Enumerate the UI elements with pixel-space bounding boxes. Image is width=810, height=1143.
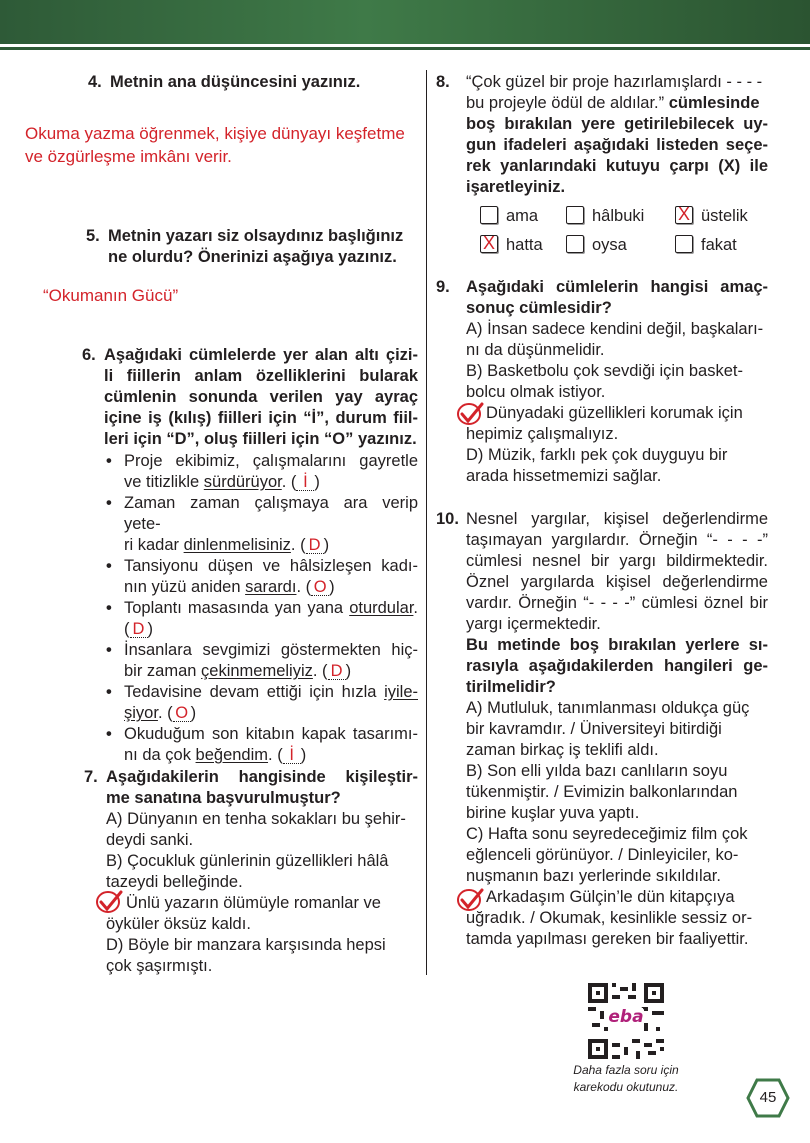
body-line: yargı içermektedir. bbox=[466, 615, 601, 633]
question-text: Aşağıdakilerin hangisinde kişileştir- bbox=[106, 768, 418, 786]
column-divider bbox=[426, 70, 427, 975]
answer-blank[interactable]: O bbox=[173, 705, 191, 722]
page-number-text: 45 bbox=[759, 1089, 777, 1106]
question-7 bbox=[84, 767, 418, 977]
choice-halbuki[interactable]: hâlbuki bbox=[566, 206, 644, 226]
answer-blank[interactable]: İ bbox=[296, 474, 314, 491]
answer-blank[interactable]: D bbox=[328, 663, 346, 680]
sentence-line: ri kadar dinlenmelisiniz. ( D ) bbox=[124, 536, 330, 554]
qr-code[interactable] bbox=[588, 983, 664, 1059]
question-text: bu projeyle ödül de aldılar.” cümlesinde bbox=[466, 94, 760, 112]
checkbox[interactable]: X bbox=[480, 235, 498, 253]
question-text: Metnin yazarı siz olsaydınız başlığınız bbox=[108, 227, 404, 245]
sentence-line: Okuduğum son kitabın kapak tasarımı- bbox=[124, 725, 418, 743]
checkbox[interactable] bbox=[675, 235, 693, 253]
checkmark-icon bbox=[456, 402, 488, 426]
option-c[interactable]: C) Hafta sonu seyredeceğimiz film çok eğlenceli görünüyor. / Dinleyiciler, ko- nuşmanın bazı yerlerinde sıkıldılar. bbox=[466, 825, 748, 885]
question-text: boş bırakılan yere getirilebilecek uy- bbox=[466, 115, 768, 133]
body-line: cümlesi nesnel bir yargı bildirmektedir. bbox=[466, 552, 768, 570]
question-9 bbox=[436, 277, 768, 487]
list-item: • Proje ekibimiz, çalışmalarını gayretle ve titizlikle sürdürüyor. ( İ ) bbox=[106, 452, 418, 491]
header-rule bbox=[0, 47, 810, 50]
instruction-line: içine iş (kılış) fiilleri için “İ”, durum fiil- bbox=[104, 409, 418, 427]
choice-fakat[interactable]: fakat bbox=[675, 235, 737, 255]
question-number: 10. bbox=[436, 510, 459, 528]
question-number: 7. bbox=[84, 768, 98, 786]
option-a[interactable]: A) Dünyanın en tenha sokakları bu şehir- deydi sanki. bbox=[106, 810, 406, 849]
page-number bbox=[746, 1078, 790, 1118]
list-item: • Tansiyonu düşen ve hâlsizleşen kadı- nın yüzü aniden sarardı. ( O ) bbox=[106, 557, 418, 596]
choice-boxes bbox=[478, 204, 778, 260]
sentence-line: nı da çok beğendim. ( İ ) bbox=[124, 746, 307, 764]
option-d[interactable]: D) Böyle bir manzara karşısında hepsi çok şaşırmıştı. bbox=[106, 936, 386, 975]
sentence-line: ( D ) bbox=[124, 620, 153, 638]
question-4 bbox=[88, 72, 420, 93]
checkmark-icon bbox=[456, 888, 488, 912]
sentence-line: Zaman zaman çalışmaya ara verip yete- bbox=[124, 494, 418, 533]
instruction-line: Aşağıdaki cümlelerde yer alan altı çizi- bbox=[104, 346, 418, 364]
answer-blank[interactable]: D bbox=[306, 537, 324, 554]
question-text: ne olurdu? Önerinizi aşağıya yazınız. bbox=[108, 248, 397, 266]
list-item: • Toplantı masasında yan yana oturdular. ( D ) bbox=[106, 599, 418, 638]
question-text: “Çok güzel bir proje hazırlamışlardı - - - - bbox=[466, 73, 763, 91]
option-c[interactable]: Ünlü yazarın ölümüyle romanlar ve öyküler öksüz kaldı. bbox=[106, 894, 381, 933]
underlined-verb: dinlenmelisiniz bbox=[183, 536, 291, 554]
body-line: Öznel yargılarda kişisel değerlendirme bbox=[466, 573, 768, 591]
question-text: me sanatına başvurulmuştur? bbox=[106, 789, 341, 807]
answer-5: “Okumanın Gücü” bbox=[43, 286, 179, 305]
choice-ama[interactable]: ama bbox=[480, 206, 538, 226]
question-text: işaretleyiniz. bbox=[466, 178, 566, 196]
answer-line: ve özgürleşme imkânı verir. bbox=[25, 147, 232, 166]
answer-4 bbox=[25, 122, 425, 168]
sentence-line: Toplantı masasında yan yana oturdular. bbox=[124, 599, 418, 617]
option-b[interactable]: B) Çocukluk günlerinin güzellikleri hâlâ tazeydi belleğinde. bbox=[106, 852, 389, 891]
question-6 bbox=[82, 345, 418, 766]
underlined-verb: oturdular bbox=[349, 599, 414, 617]
question-number: 4. bbox=[88, 73, 102, 91]
underlined-verb: iyile- bbox=[384, 683, 418, 701]
choice-oysa[interactable]: oysa bbox=[566, 235, 627, 255]
sentence-line: şiyor. ( O ) bbox=[124, 704, 197, 722]
sentence-line: Tedavisine devam ettiği için hızla iyile- bbox=[124, 683, 418, 701]
instruction-line: leri için “D”, oluş fiilleri için “O” yazınız. bbox=[104, 430, 417, 448]
checkbox[interactable] bbox=[480, 206, 498, 224]
question-instruction bbox=[104, 345, 418, 450]
list-item: • İnsanlara sevgimizi göstermekten hiç- bir zaman çekinmemeliyiz. ( D ) bbox=[106, 641, 418, 680]
option-b[interactable]: B) Basketbolu çok sevdiği için basket- bolcu olmak istiyor. bbox=[466, 362, 743, 401]
question-10 bbox=[436, 509, 768, 950]
caption-line: Daha fazla soru için bbox=[573, 1063, 679, 1077]
body-line: taşımayan yargılardır. Örneğin “- - - -” bbox=[466, 531, 768, 549]
question-text: Aşağıdaki cümlelerin hangisi amaç- bbox=[466, 278, 768, 296]
question-number: 6. bbox=[82, 346, 96, 364]
body-line: Nesnel yargılar, kişisel değerlendirme bbox=[466, 510, 768, 528]
sentence-line: nın yüzü aniden sarardı. ( O ) bbox=[124, 578, 335, 596]
question-text: sonuç cümlesidir? bbox=[466, 299, 612, 317]
list-item: • Zaman zaman çalışmaya ara verip yete- ri kadar dinlenmelisiniz. ( D ) bbox=[106, 494, 418, 554]
question-5 bbox=[86, 226, 420, 268]
choice-ustelik[interactable]: X üstelik bbox=[675, 206, 748, 226]
question-text: rasıyla aşağıdakilerden hangileri ge- bbox=[466, 657, 768, 675]
underlined-verb: sürdürüyor bbox=[203, 473, 282, 491]
sentence-line: İnsanlara sevgimizi göstermekten hiç- bbox=[124, 641, 418, 659]
question-number: 8. bbox=[436, 73, 450, 91]
sentence-line: Proje ekibimiz, çalışmalarını gayretle bbox=[124, 452, 418, 470]
checkmark-icon bbox=[95, 890, 127, 914]
body-line: vardır. Örneğin “- - - -” cümlesi öznel bir bbox=[466, 594, 768, 612]
answer-blank[interactable]: D bbox=[130, 621, 148, 638]
question-number: 9. bbox=[436, 278, 450, 296]
option-d[interactable]: D) Müzik, farklı pek çok duyguyu bir arada hissetmemizi sağlar. bbox=[466, 446, 728, 485]
instruction-line: cümlenin sonunda verilen yay ayraç bbox=[104, 388, 418, 406]
option-c[interactable]: Dünyadaki güzellikleri korumak için hepimiz çalışmalıyız. bbox=[466, 404, 743, 443]
sentence-line: Tansiyonu düşen ve hâlsizleşen kadı- bbox=[124, 557, 418, 575]
checkbox[interactable] bbox=[566, 235, 584, 253]
list-item: • Okuduğum son kitabın kapak tasarımı- nı da çok beğendim. ( İ ) bbox=[106, 725, 418, 764]
instruction-line: li fiillerin anlam özelliklerini bularak bbox=[104, 367, 418, 385]
qr-caption bbox=[540, 1062, 712, 1096]
answer-blank[interactable]: İ bbox=[283, 747, 301, 764]
list-item: • Tedavisine devam ettiği için hızla iyile- şiyor. ( O ) bbox=[106, 683, 418, 722]
eba-logo: eba bbox=[608, 1007, 644, 1027]
option-d[interactable]: Arkadaşım Gülçin’le dün kitapçıya uğradık. / Okumak, kesinlikle sessiz or- tamda yapılması gereken bir faaliyettir. bbox=[466, 888, 753, 948]
choice-hatta[interactable]: X hatta bbox=[480, 235, 543, 255]
option-a[interactable]: A) İnsan sadece kendini değil, başkaları- nı da düşünmelidir. bbox=[466, 320, 764, 359]
answer-line: Okuma yazma öğrenmek, kişiye dünyayı keşfetme bbox=[25, 124, 405, 143]
underlined-verb: şiyor bbox=[124, 704, 158, 722]
underlined-verb: sarardı bbox=[245, 578, 297, 596]
caption-line: karekodu okutunuz. bbox=[573, 1080, 679, 1094]
question-text: tirilmelidir? bbox=[466, 678, 556, 696]
checkbox[interactable]: X bbox=[675, 206, 693, 224]
option-b[interactable]: B) Son elli yılda bazı canlıların soyu tükenmiştir. / Evimizin balkonlarından birine kuşlar yuva yaptı. bbox=[466, 762, 738, 822]
question-text: Bu metinde boş bırakılan yerlere sı- bbox=[466, 636, 768, 654]
underlined-verb: çekinmemeliyiz bbox=[201, 662, 313, 680]
question-8 bbox=[436, 72, 768, 198]
sentence-line: bir zaman çekinmemeliyiz. ( D ) bbox=[124, 662, 352, 680]
question-text: gun ifadeleri aşağıdaki listeden seçe- bbox=[466, 136, 768, 154]
question-text: rek yanlarındaki kutuyu çarpı (X) ile bbox=[466, 157, 768, 175]
question-number: 5. bbox=[86, 227, 100, 245]
header-band bbox=[0, 0, 810, 44]
sentence-list bbox=[104, 451, 418, 766]
option-a[interactable]: A) Mutluluk, tanımlanması oldukça güç bir kavramdır. / Üniversiteyi bitirdiği zaman birkaç iş teklifi aldı. bbox=[466, 699, 750, 759]
answer-blank[interactable]: O bbox=[311, 579, 329, 596]
checkbox[interactable] bbox=[566, 206, 584, 224]
sentence-line: ve titizlikle sürdürüyor. ( İ ) bbox=[124, 473, 320, 491]
underlined-verb: beğendim bbox=[195, 746, 269, 764]
question-text: Metnin ana düşüncesini yazınız. bbox=[110, 73, 361, 91]
